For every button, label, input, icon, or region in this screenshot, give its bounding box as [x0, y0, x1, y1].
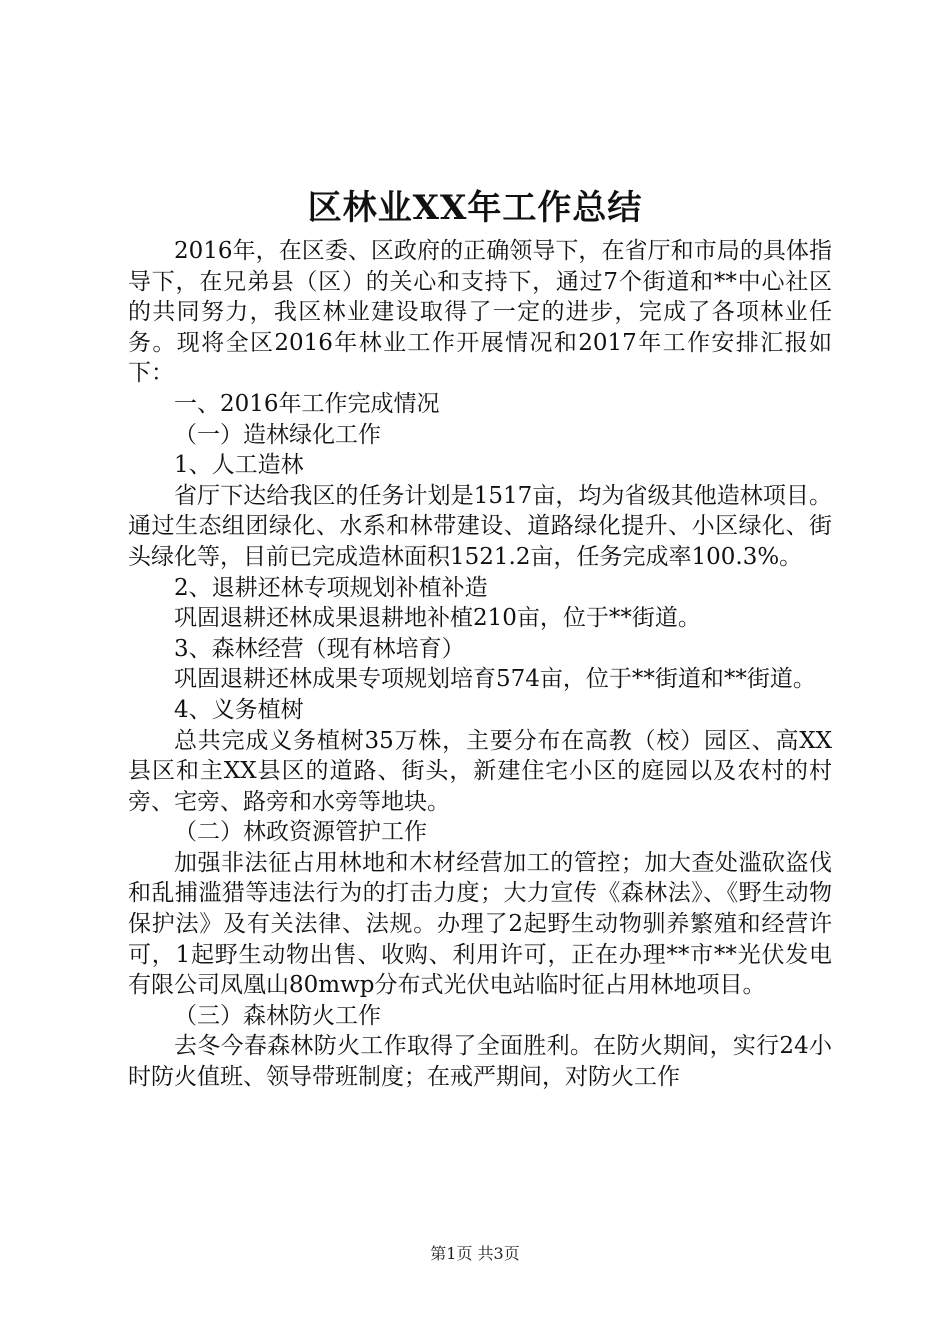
document-title: 区林业XX年工作总结	[307, 188, 643, 228]
section-heading-1: 一、2016年工作完成情况	[174, 390, 440, 417]
paragraph-returning-farmland: 巩固退耕还林成果退耕地补植210亩，位于**街道。	[174, 605, 701, 632]
paragraph-intro: 2016年，在区委、区政府的正确领导下，在省厅和市局的具体指导下，在兄弟县（区）的关心和支持下，通过7个街道和**中心社区的共同努力，我区林业建设取得了一定的进步，完成了各项林业任务。现将全区2016年林业工作开展情况和2017年工作安排汇报如下：	[128, 238, 832, 387]
item-heading-artificial-afforestation: 1、人工造林	[174, 452, 304, 479]
subsection-heading-resource-protection: （二）林政资源管护工作	[174, 819, 427, 846]
paragraph-voluntary-planting: 总共完成义务植树35万株，主要分布在高教（校）园区、高XX县区和主XX县区的道路、街头，新建住宅小区的庭园以及农村的村旁、宅旁、路旁和水旁等地块。	[128, 727, 832, 815]
subsection-heading-fire-prevention: （三）森林防火工作	[174, 1002, 381, 1029]
page-number-footer: 第1页 共3页	[430, 1244, 520, 1263]
item-heading-forest-management: 3、森林经营（现有林培育）	[174, 635, 465, 662]
document-body	[128, 236, 832, 1093]
paragraph-fire-prevention: 去冬今春森林防火工作取得了全面胜利。在防火期间，实行24小时防火值班、领导带班制度；在戒严期间，对防火工作	[128, 1033, 832, 1091]
item-heading-returning-farmland: 2、退耕还林专项规划补植补造	[174, 574, 488, 601]
paragraph-resource-protection: 加强非法征占用林地和木材经营加工的管控；加大查处滥砍盗伐和乱捕滥猎等违法行为的打击力度；大力宣传《森林法》、《野生动物保护法》及有关法律、法规。办理了2起野生动物驯养繁殖和经营许可，1起野生动物出售、收购、利用许可，正在办理**市**光伏发电有限公司凤凰山80mwp分布式光伏电站临时征占用林地项目。	[128, 849, 832, 999]
subsection-heading-afforestation: （一）造林绿化工作	[174, 421, 381, 448]
paragraph-artificial-afforestation: 省厅下达给我区的任务计划是1517亩，均为省级其他造林项目。通过生态组团绿化、水系和林带建设、道路绿化提升、小区绿化、街头绿化等，目前已完成造林面积1521.2亩，任务完成率100.3%。	[128, 482, 832, 570]
paragraph-forest-management: 巩固退耕还林成果专项规划培育574亩，位于**街道和**街道。	[174, 666, 816, 693]
item-heading-voluntary-planting: 4、义务植树	[174, 696, 304, 723]
